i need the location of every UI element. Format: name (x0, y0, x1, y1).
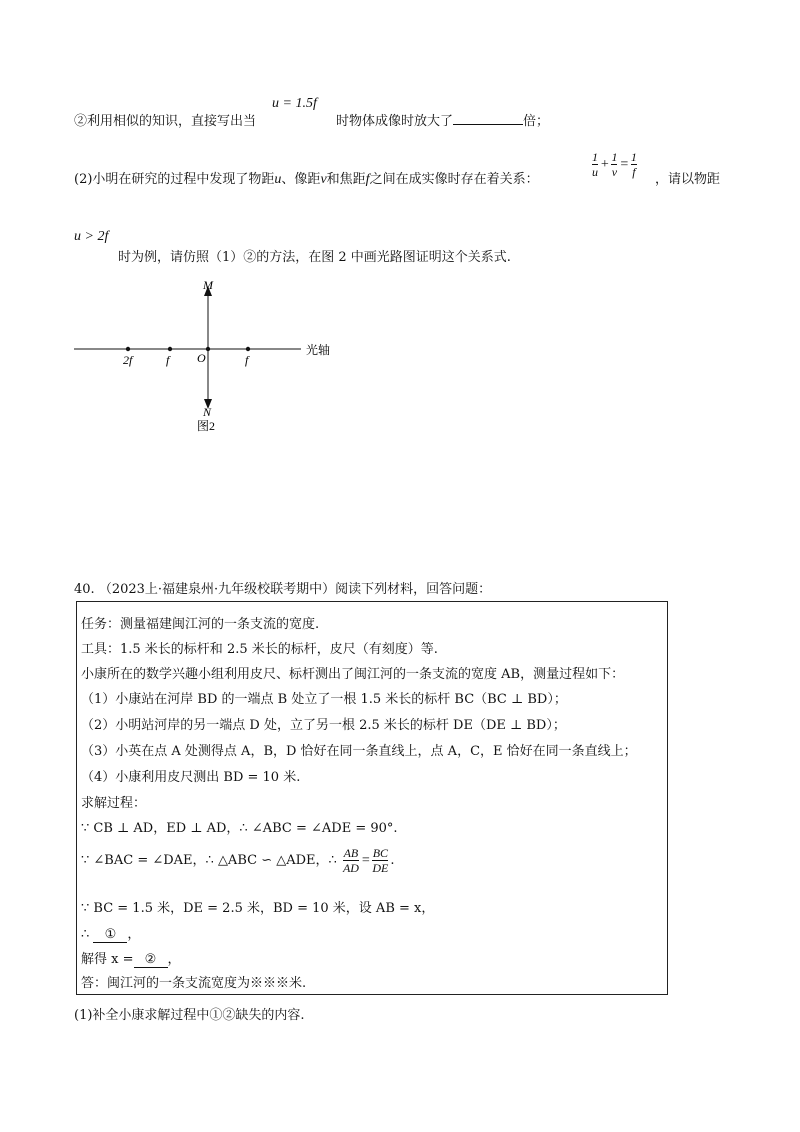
sub-question-1: (1)补全小康求解过程中①②缺失的内容. (74, 1008, 305, 1023)
intro-line: 小康所在的数学兴趣小组利用皮尺、标杆测出了闽江河的一条支流的宽度 AB，测量过程如下： (81, 667, 625, 682)
proof-line-3: ∵ BC = 1.5 米，DE = 2.5 米，BD = 10 米，设 AB = x， (81, 901, 435, 916)
question-part1-2: ②利用相似的知识，直接写出当 时物体成像时放大了 倍； (74, 114, 550, 129)
fraction-ab-ad: $\frac{AB}{AD}$ (342, 846, 359, 875)
question-40-header (74, 578, 491, 597)
question-number: 40. (74, 582, 95, 597)
question-part2-suffix: ，请以物距 (655, 172, 721, 187)
lens-formula: $\frac{1}{u}$ + $\frac{1}{v}$ = $\frac{1}{f}$ (592, 150, 637, 179)
step-2: （2）小明站河岸的另一端点 D 处，立了另一根 2.5 米长的标杆 DE（DE ⊥ BD）； (81, 718, 566, 733)
question-part2-line1: (2)小明在研究的过程中发现了物距u、像距v和焦距f之间在成实像时存在着关系： (74, 172, 539, 187)
step-3: （3）小英在点 A 处测得点 A，B，D 恰好在同一条直线上，点 A，C，E 恰好在同一条直线上； (81, 744, 637, 759)
solve-title: 求解过程： (81, 796, 147, 811)
condition-u-gt-2f: u > 2f (74, 229, 109, 244)
question-source: （2023上·福建泉州·九年级校联考期中）阅读下列材料，回答问题： (98, 582, 492, 597)
task-line: 任务：测量福建闽江河的一条支流的宽度. (81, 617, 320, 632)
proof-line-1: ∵ CB ⊥ AD，ED ⊥ AD，∴ ∠ABC = ∠ADE = 90°. (81, 821, 398, 836)
point-o (206, 347, 210, 351)
proof-line-4: ∴ ① ， (81, 927, 141, 942)
point-2f (126, 347, 130, 351)
condition-formula: u = 1.5f (272, 96, 317, 111)
point-f-left (168, 347, 172, 351)
label-O: O (197, 351, 206, 365)
tools-line: 工具：1.5 米长的标杆和 2.5 米长的标杆，皮尺（有刻度）等. (81, 642, 438, 657)
proof-line-5: 解得 x = ② ， (81, 952, 181, 967)
label-f-left: f (166, 353, 170, 367)
point-f-right (246, 347, 250, 351)
fraction-bc-de: $\frac{BC}{DE}$ (372, 846, 389, 875)
blank-1[interactable]: ① (93, 927, 127, 943)
label-2f: 2f (123, 353, 133, 367)
label-M: M (203, 278, 213, 292)
answer-line: 答：闽江河的一条支流宽度为※※※米. (81, 976, 307, 991)
label-f-right: f (245, 353, 249, 367)
figure-2 (60, 270, 360, 440)
label-N: N (203, 405, 212, 419)
material-box (76, 601, 668, 995)
axis-label: 光轴 (306, 343, 331, 357)
proof-line-2: ∵ ∠BAC = ∠DAE，∴ △ABC ∽ △ADE，∴ $\frac{AB}{AD}$ = $\frac{BC}{DE}$ . (81, 846, 395, 875)
answer-blank[interactable] (453, 112, 523, 125)
blank-2[interactable]: ② (134, 952, 168, 968)
step-1: （1）小康站在河岸 BD 的一端点 B 处立了一根 1.5 米长的标杆 BC（BC ⊥ BD）； (81, 692, 567, 707)
figure-caption: 图2 (197, 419, 216, 433)
step-4: （4）小康利用皮尺测出 BD = 10 米. (81, 770, 301, 785)
question-part2-line2: 时为例，请仿照（1）②的方法，在图 2 中画光路图证明这个关系式. (118, 250, 511, 265)
